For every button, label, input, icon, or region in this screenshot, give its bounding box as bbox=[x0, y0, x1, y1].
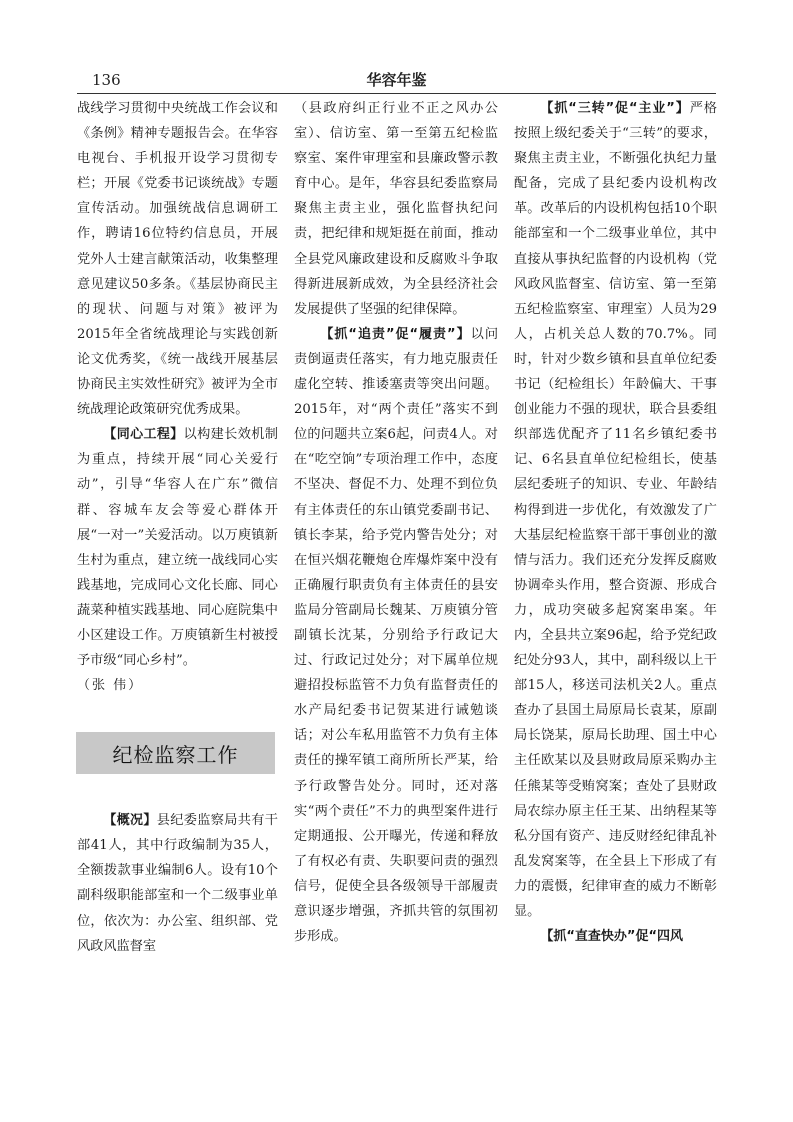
header-rule bbox=[77, 93, 716, 94]
paragraph-sanzhuan bbox=[514, 96, 717, 924]
paragraph-lead: 【抓“追责”促“履责”】 bbox=[320, 326, 471, 342]
paragraph-zhuize bbox=[294, 322, 498, 949]
paragraph-body: 县纪委监察局共有干部41人，其中行政编制为35人，全额拨款事业编制6人。设有10个副科级职能部室和一个二级事业单位，依次为：办公室、组织部、党风政风监督室 bbox=[77, 813, 278, 954]
page-number: 136 bbox=[92, 71, 121, 89]
paragraph-body: 严格按照上级纪委关于“三转”的要求，聚焦主责主业，不断强化执纪力量配备，完成了县纪委内设机构改革。改革后的内设机构包括10个职能部室和一个二级事业单位，其中直接从事执纪监督的内设机构（党风政风监督室、信访室、第一至第五纪检监察室、审理室）人员为29人，占机关总人数的70.7%。同时，针对少数乡镇和县直单位纪委书记（纪检组长）年龄偏大、干事创业能力不强的现状，联合县委组织部选优配齐了11名乡镇纪委书记、6名县直单位纪检组长，使基层纪委班子的知识、专业、年龄结构得到进一步优化，有效激发了广大基层纪检监察干部干事创业的激情与活力。我们还充分发挥反腐败协调牵头作用，整合资源、形成合力，成功突破多起窝案串案。年内，全县共立案96起，给予党纪政纪处分93人，其中，副科级以上干部15人，移送司法机关2人。重点查办了县国土局原局长袁某，原副局长饶某，原局长助理、国土中心主任欧某以及县财政局原采购办主任熊某等受贿窝案；查处了县财政局农综办原主任王某、出纳程某等私分国有资产、违反财经纪律乱补乱发窝案等，在全县上下形成了有力的震慑，纪律审查的威力不断彰显。 bbox=[514, 101, 717, 919]
paragraph-lead: 【同心工程】 bbox=[103, 427, 184, 443]
paragraph-tongxin bbox=[77, 422, 278, 673]
paragraph-body: 以问责倒逼责任落实，有力地克服责任虚化空转、推诿塞责等突出问题。2015年，对“两个责任”落实不到位的问题共立案6起，问责4人。对在“吃空饷”专项治理工作中，态度不坚决、督促不力、处理不到位负有主体责任的东山镇党委副书记、镇长李某，给予党内警告处分；对在恒兴烟花鞭炮仓库爆炸案中没有正确履行职责负有主体责任的县安监局分管副局长魏某、万庾镇分管副镇长沈某，分别给予行政记大过、行政记过处分；对下属单位规避招投标监管不力负有监督责任的水产局纪委书记贺某进行诫勉谈话；对公车私用监管不力负有主体责任的操军镇工商所所长严某，给予行政警告处分。同时，还对落实“两个责任”不力的典型案件进行定期通报、公开曝光，传递和释放了有权必有责、失职要问责的强烈信号，促使全县各级领导干部履责意识逐步增强，齐抓共管的氛围初步形成。 bbox=[294, 326, 499, 945]
paragraph-overview bbox=[77, 808, 278, 959]
paragraph-body: 以构建长效机制为重点，持续开展“同心关爱行动”，引导“华容人在广东”微信群、容城车友会等爱心群体开展“一对一”关爱活动。以万庾镇新生村为重点，建立统一战线同心实践基地，完成同心文化长廊、同心蔬菜种植实践基地、同心庭院集中小区建设工作。万庾镇新生村被授予市级“同心乡村”。 bbox=[77, 427, 278, 669]
section-title: 纪检监察工作 bbox=[112, 742, 239, 767]
paragraph-lead: 【抓“直查快办”促“四风 bbox=[540, 929, 684, 945]
column-middle bbox=[294, 96, 498, 949]
paragraph-zhicha bbox=[514, 924, 717, 949]
paragraph-lead: 【抓“三转”促“主业”】 bbox=[540, 101, 690, 116]
paragraph-continued: 战线学习贯彻中央统战工作会议和《条例》精神专题报告会。在华容电视台、手机报开设学习贯彻专栏；开展《党委书记谈统战》专题宣传活动。加强统战信息调研工作，聘请16位特约信息员，开展党外人士建言献策活动，收集整理意见建议50多条。《基层协商民主的现状、问题与对策》被评为2015年全省统战理论与实践创新论文优秀奖，《统一战线开展基层协商民主实效性研究》被评为全市统战理论政策研究优秀成果。 bbox=[77, 101, 278, 418]
paragraph-lead: 【概况】 bbox=[103, 813, 157, 829]
section-heading-box bbox=[76, 732, 275, 774]
paragraph-continued: （县政府纠正行业不正之风办公室）、信访室、第一至第五纪检监察室、案件审理室和县廉政警示教育中心。是年，华容县纪委监察局聚焦主责主业，强化监督执纪问责，把纪律和规矩挺在前面，推动全县党风廉政建设和反腐败斗争取得新进展新成效，为全县经济社会发展提供了坚强的纪律保障。 bbox=[294, 101, 498, 317]
running-title: 华容年鉴 bbox=[366, 71, 427, 89]
author-signature: （张 伟） bbox=[77, 678, 144, 694]
column-left bbox=[77, 96, 278, 959]
page-header bbox=[0, 0, 793, 96]
column-right bbox=[514, 96, 717, 949]
